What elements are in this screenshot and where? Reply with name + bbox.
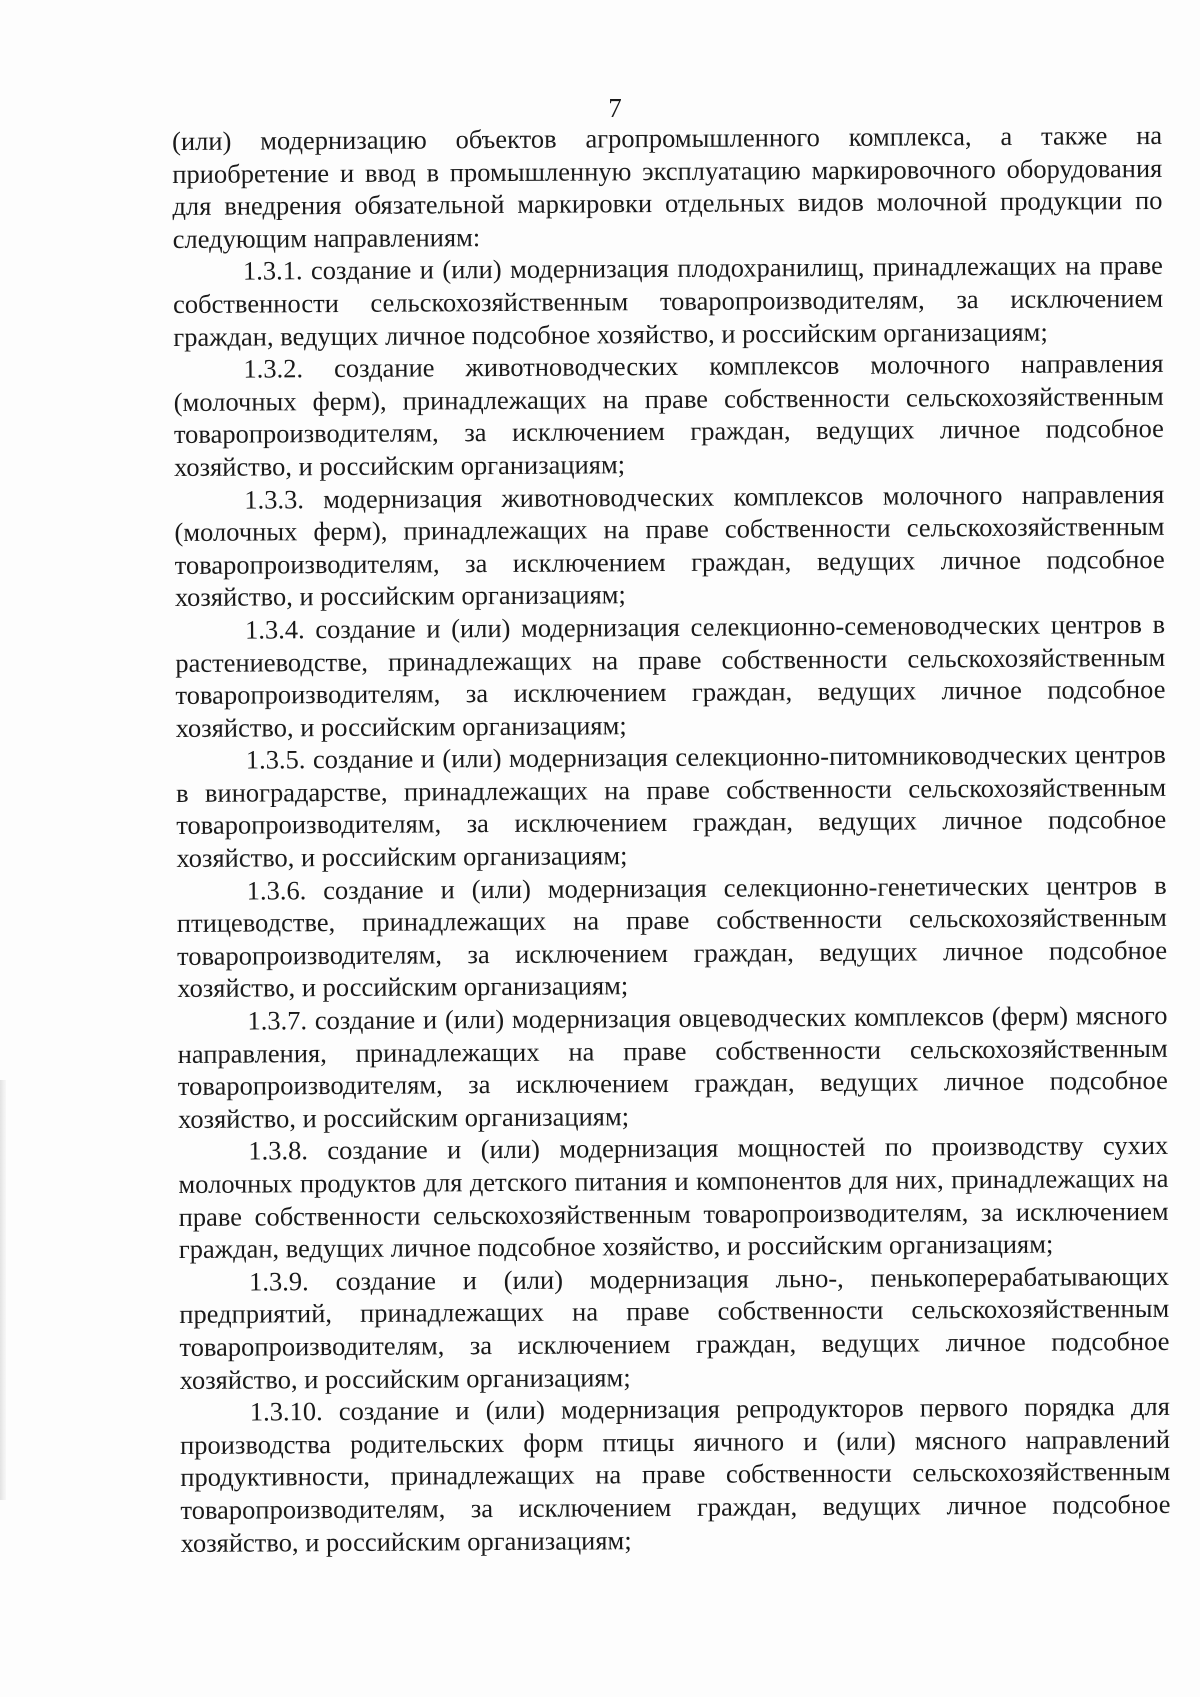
paragraph-1-3-9: 1.3.9. создание и (или) модернизация льно-, пенькоперерабатывающих предприятий, принадлежащих на праве собственности сельскохозяйственным товаропроизводителям, за исключением граждан, ведущих личное подсобное хозяйство, и российским организациям; [179,1260,1170,1395]
paragraph-1-3-1: 1.3.1. создание и (или) модернизация плодохранилищ, принадлежащих на праве собственности сельскохозяйственным товаропроизводителям, за исключением граждан, ведущих личное подсобное хозяйство, и российским организациям; [173,250,1164,352]
paragraph-1-3-8: 1.3.8. создание и (или) модернизация мощностей по производству сухих молочных продуктов для детского питания и компонентов для них, принадлежащих на праве собственности сельскохозяйственным товаропроизводителям, за исключением граждан, ведущих личное подсобное хозяйство, и российским организациям; [178,1130,1169,1265]
paragraph-1-3-2: 1.3.2. создание животноводческих комплексов молочного направления (молочных ферм), принадлежащих на праве собственности сельскохозяйственным товаропроизводителям, за исключением граждан, ведущих личное подсобное хозяйство, и российским организациям; [173,348,1164,482]
paragraph-1-3-10: 1.3.10. создание и (или) модернизация репродукторов первого порядка для производства родительских форм птицы яичного и (или) мясного направлений продуктивности, принадлежащих на праве собственности сельскохозяйственным товаропроизводителям, за исключением граждан, ведущих личное подсобное хозяйство, и российским организациям; [179,1391,1171,1558]
paragraph-1-3-5: 1.3.5. создание и (или) модернизация селекционно-питомниководческих центров в виноградарстве, принадлежащих на праве собственности сельскохозяйственным товаропроизводителям, за исключением граждан, ведущих личное подсобное хозяйство, и российским организациям; [175,739,1167,874]
paragraph-intro-continuation: (или) модернизацию объектов агропромышленного комплекса, а также на приобретение и ввод в промышленную эксплуатацию маркировочного оборудования для внедрения обязательной маркировки отдельных видов молочной продукции по следующим направлениям: [172,119,1163,254]
document-body [172,119,1171,1559]
paragraph-1-3-7: 1.3.7. создание и (или) модернизация овцеводческих комплексов (ферм) мясного направления, принадлежащих на праве собственности сельскохозяйственным товаропроизводителям, за исключением граждан, ведущих личное подсобное хозяйство, и российским организациям; [177,999,1168,1134]
paragraph-1-3-3: 1.3.3. модернизация животноводческих комплексов молочного направления (молочных ферм), принадлежащих на праве собственности сельскохозяйственным товаропроизводителям, за исключением граждан, ведущих личное подсобное хозяйство, и российским организациям; [174,478,1165,613]
page-number: 7 [608,93,622,123]
paragraph-1-3-4: 1.3.4. создание и (или) модернизация селекционно-семеноводческих центров в растениеводстве, принадлежащих на праве собственности сельскохозяйственным товаропроизводителям, за исключением граждан, ведущих личное подсобное хозяйство, и российским организациям; [175,608,1166,743]
scan-edge-shadow [0,1080,6,1500]
paragraph-1-3-6: 1.3.6. создание и (или) модернизация селекционно-генетических центров в птицеводстве, принадлежащих на праве собственности сельскохозяйственным товаропроизводителям, за исключением граждан, ведущих личное подсобное хозяйство, и российским организациям; [176,869,1168,1004]
